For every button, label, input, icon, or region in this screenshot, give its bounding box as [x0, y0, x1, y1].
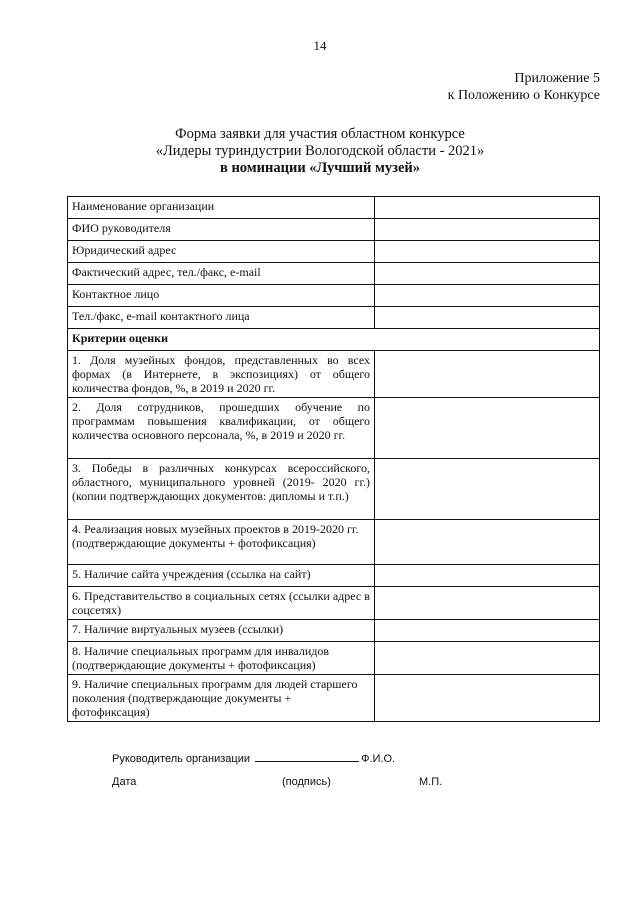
appendix-reference [448, 70, 600, 104]
head-label: Руководитель организации [112, 753, 251, 765]
table-row-criterion-8 [68, 642, 600, 675]
signature-row [112, 752, 395, 765]
criterion-value-field[interactable] [375, 351, 600, 398]
row-value-field[interactable] [375, 197, 600, 219]
row-label: Фактический адрес, тел./факс, e-mail [68, 263, 375, 285]
criterion-value-field[interactable] [375, 520, 600, 565]
table-row-actual-address [68, 263, 600, 285]
row-value-field[interactable] [375, 219, 600, 241]
table-row-contact-person [68, 285, 600, 307]
row-label: Наименование организации [68, 197, 375, 219]
table-row-criteria-header [68, 329, 600, 351]
table-row-criterion-2 [68, 398, 600, 459]
stamp-place-label: М.П. [419, 776, 443, 788]
nomination-title: в номинации «Лучший музей» [220, 160, 420, 176]
form-title [0, 126, 640, 177]
row-label: Тел./факс, e-mail контактного лица [68, 307, 375, 329]
criterion-value-field[interactable] [375, 398, 600, 459]
row-value-field[interactable] [375, 241, 600, 263]
row-value-field[interactable] [375, 263, 600, 285]
appendix-line-1: Приложение 5 [514, 71, 600, 86]
criterion-label: 1. Доля музейных фондов, представленных во всех формах (в Интернете, в экспозициях) от общего количества фондов, %, в 2019 и 2020 гг. [68, 351, 375, 398]
criterion-label: 9. Наличие специальных программ для людей старшего поколения (подтверждающие документы + фотофиксация) [68, 675, 375, 722]
page-number: 14 [313, 38, 327, 53]
criteria-header: Критерии оценки [68, 329, 600, 351]
table-row-criterion-9 [68, 675, 600, 722]
criterion-label: 2. Доля сотрудников, прошедших обучение по программам повышения квалификации, от общего количества основного персонала, %, в 2019 и 2020 гг. [68, 398, 375, 459]
criterion-value-field[interactable] [375, 675, 600, 722]
signature-line[interactable] [255, 752, 359, 762]
table-row-criterion-5 [68, 565, 600, 587]
form-title-line-1: Форма заявки для участия областном конкурсе [175, 126, 465, 142]
fio-label: Ф.И.О. [361, 753, 396, 765]
criterion-value-field[interactable] [375, 565, 600, 587]
criterion-label: 7. Наличие виртуальных музеев (ссылки) [68, 620, 375, 642]
criterion-value-field[interactable] [375, 587, 600, 620]
appendix-line-2: к Положению о Конкурсе [447, 88, 600, 103]
application-table [67, 196, 600, 722]
criterion-value-field[interactable] [375, 642, 600, 675]
table-row-criterion-7 [68, 620, 600, 642]
criterion-label: 8. Наличие специальных программ для инвалидов (подтверждающие документы + фотофиксация) [68, 642, 375, 675]
criterion-value-field[interactable] [375, 459, 600, 520]
table-row-criterion-3 [68, 459, 600, 520]
table-row-criterion-4 [68, 520, 600, 565]
row-label: Юридический адрес [68, 241, 375, 263]
criterion-label: 6. Представительство в социальных сетях (ссылки адрес в соцсетях) [68, 587, 375, 620]
table-row-criterion-6 [68, 587, 600, 620]
row-value-field[interactable] [375, 285, 600, 307]
table-row-contact-details [68, 307, 600, 329]
form-title-line-2: «Лидеры туриндустрии Вологодской области - 2021» [155, 143, 485, 159]
criterion-label: 5. Наличие сайта учреждения (ссылка на сайт) [68, 565, 375, 587]
row-label: Контактное лицо [68, 285, 375, 307]
row-label: ФИО руководителя [68, 219, 375, 241]
criterion-label: 3. Победы в различных конкурсах всероссийского, областного, муниципального уровней (2019- 2020 гг.) (копии подтверждающих документов: дипломы и т.п.) [68, 459, 375, 520]
date-label: Дата [112, 776, 137, 788]
table-row-legal-address [68, 241, 600, 263]
table-row-org-name [68, 197, 600, 219]
sign-caption: (подпись) [282, 776, 331, 788]
criterion-value-field[interactable] [375, 620, 600, 642]
table-row-director [68, 219, 600, 241]
row-value-field[interactable] [375, 307, 600, 329]
table-row-criterion-1 [68, 351, 600, 398]
criterion-label: 4. Реализация новых музейных проектов в 2019-2020 гг. (подтверждающие документы + фотофиксация) [68, 520, 375, 565]
